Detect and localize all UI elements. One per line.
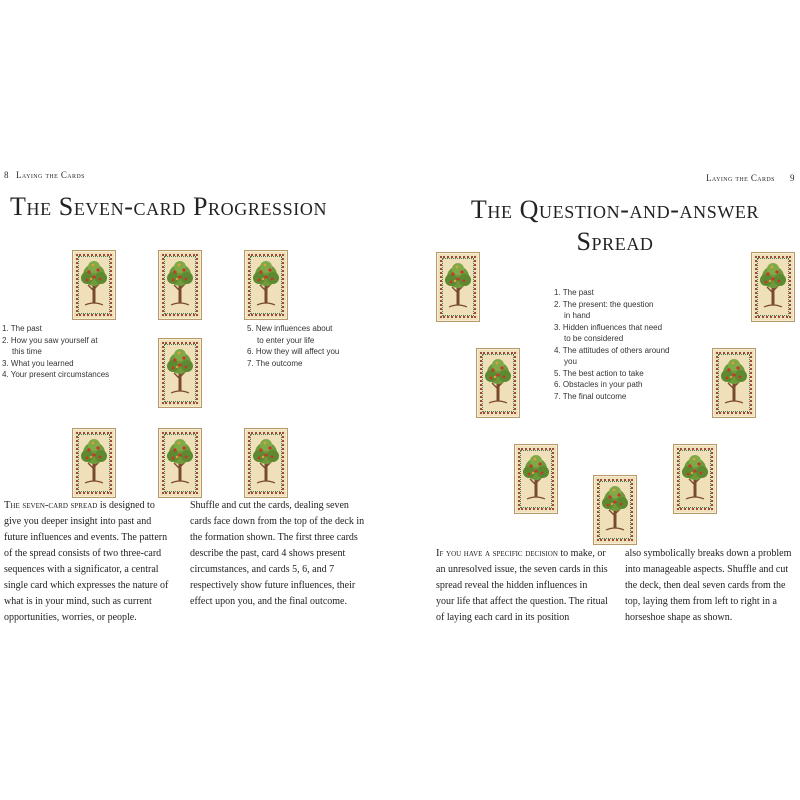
legend-item: 4. The attitudes of others around xyxy=(554,345,670,355)
left-col1-text: is designed to give you deeper insight into past and future influences and events. The pattern of the spread consists of two three-card sequences with a significator, a central single card which expresses the nature of what is in your mind, such as current opportunities, worries, or people. xyxy=(4,500,169,623)
legend-item: in hand xyxy=(564,311,591,320)
legend-item: 6. How they will affect you xyxy=(247,347,340,356)
card-3 xyxy=(244,250,288,320)
legend-item: 4. Your present circumstances xyxy=(2,370,110,379)
legend-item: 2. How you saw yourself at xyxy=(2,335,98,345)
right-body-column-1 xyxy=(436,546,608,626)
card-6 xyxy=(158,428,202,498)
legend-item: you xyxy=(564,357,577,366)
card-5 xyxy=(72,428,116,498)
qa-card-2 xyxy=(476,348,520,418)
legend-item: 3. What you learned xyxy=(2,358,74,368)
left-body-column-1 xyxy=(4,498,174,626)
card-4 xyxy=(158,338,202,408)
right-title-line-2: Spread xyxy=(576,227,654,256)
right-col1-text: to make, or an unresolved issue, the seven cards in this spread reveal the hidden influences in your life that affect the question. The ritual of laying each card in its position xyxy=(436,548,608,623)
qa-card-7 xyxy=(751,252,795,322)
left-legend-past xyxy=(2,323,109,381)
right-page-title xyxy=(430,194,800,258)
card-1 xyxy=(72,250,116,320)
legend-item: 1. The past xyxy=(2,324,42,333)
left-legend-future xyxy=(247,323,339,369)
card-7 xyxy=(244,428,288,498)
legend-item: 5. New influences about xyxy=(247,324,333,333)
left-lead-text: The seven-card spread xyxy=(4,500,98,511)
qa-card-3 xyxy=(514,444,558,514)
left-running-head: Laying the Cards xyxy=(16,170,85,180)
right-body-column-2: also symbolically breaks down a problem into manageable aspects. Shuffle and cut the deck, then deal seven cards from the top, laying them from left to right in a horseshoe shape as shown. xyxy=(625,548,792,623)
legend-item: 5. The best action to take xyxy=(554,368,644,378)
qa-card-4 xyxy=(593,475,637,545)
right-running-head: Laying the Cards xyxy=(706,173,775,183)
right-legend xyxy=(554,287,669,402)
legend-item: this time xyxy=(12,347,42,356)
legend-item: 7. The outcome xyxy=(247,358,303,368)
legend-item: 7. The final outcome xyxy=(554,391,627,401)
left-page-title: The Seven-card Progression xyxy=(10,192,328,221)
left-page-number: 8 xyxy=(4,170,9,180)
legend-item: 1. The past xyxy=(554,288,594,297)
right-lead-text: If you have a specific decision xyxy=(436,548,558,559)
right-title-line-1: The Question-and-answer xyxy=(470,195,760,224)
qa-card-6 xyxy=(712,348,756,418)
legend-item: to enter your life xyxy=(257,335,315,345)
legend-item: 2. The present: the question xyxy=(554,299,654,309)
legend-item: 6. Obstacles in your path xyxy=(554,380,643,389)
legend-item: 3. Hidden influences that need xyxy=(554,322,663,332)
card-2 xyxy=(158,250,202,320)
right-page-number: 9 xyxy=(790,173,795,183)
left-body-column-2: Shuffle and cut the cards, dealing seven cards face down from the top of the deck in the formation shown. The first three cards describe the past, card 4 shows present circumstances, and cards 5, 6, and 7 respectively show future influences, their effect upon you, and the final outcome. xyxy=(190,500,365,607)
qa-card-1 xyxy=(436,252,480,322)
legend-item: to be considered xyxy=(564,334,624,343)
qa-card-5 xyxy=(673,444,717,514)
